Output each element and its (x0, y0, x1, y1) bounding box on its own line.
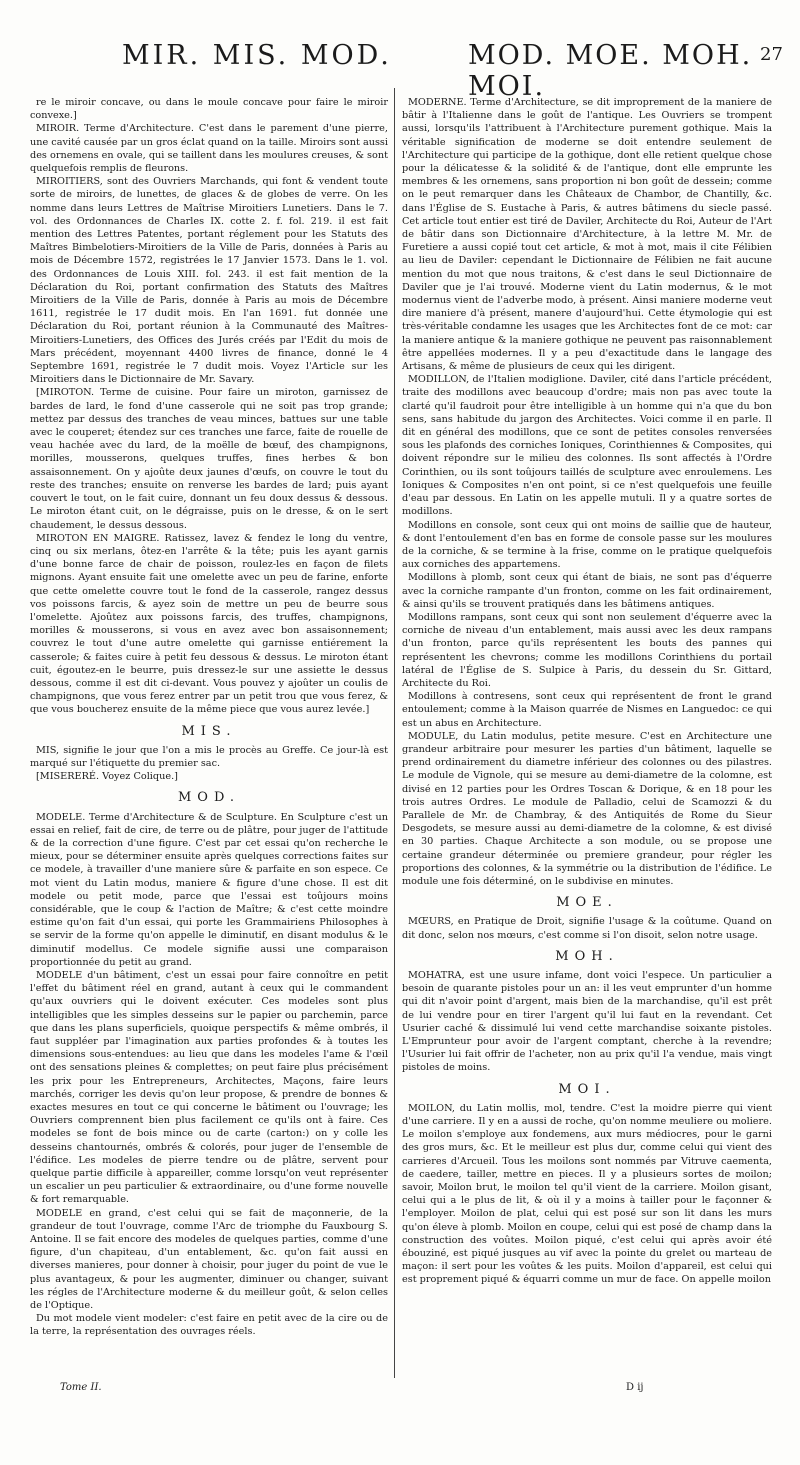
section-heading-mod: MOD. (177, 790, 241, 806)
entry-moderne: MODERNE. Terme d'Architecture, se dit improprement de la maniere de bâtir à l'Italienne dans le goût de l'antique. Les Ouvriers se trompent aussi, lorsqu'ils l'attribuent à l'Architecture purement gothique. Mais la véritable signification de moderne se doit entendre seulement de l'Architecture qui participe de la gothique, dont elle retient quelque chose pour la délicatesse & la solidité & de l'antique, dont elle emprunte les membres & les ornemens, sans proportion ni bon goût de dessein; comme on le peut remarquer dans les Châteaux de Chambor, de Chantilly, &c. dans l'Église de S. Eustache à Paris, & autres bâtimens du siecle passé. Cet article tout entier est tiré de Daviler, Architecte du Roi, Auteur de l'Art de bâtir dans son Dictionnaire d'Architecture, à la lettre M. Mr. de Furetiere a aussi copié tout cet article, & mot à mot, mais il cite Félibien au lieu de Daviler: cependant le Dictionnaire de Félibien ne fait aucune mention du mot que nous traitons, & c'est dans le seul Dictionnaire de Daviler que je l'ai trouvé. Moderne vient du Latin modernus, & le mot modernus vient de l'adverbe modo, à présent. Ainsi maniere moderne veut dire maniere d'à présent, manere d'aujourd'hui. Cette étymologie qui est très-véritable condamne les usages que les Architectes font de ce mot: car la maniere antique & la maniere gothique ne peuvent pas raisonnablement être appellées modernes. Il y a peu d'exactitude dans le langage des Artisans, & même de plusieurs de ceux qui les dirigent. (402, 97, 772, 373)
entry-modele-grand: MODELE en grand, c'est celui qui se fait de maçonnerie, de la grandeur de tout l'ouvrage, comme l'Arc de triomphe du Fauxbourg S. Antoine. Il se fait encore des modeles de quelques parties, comme d'une figure, d'un chapiteau, d'un entablement, &c. qu'on fait aussi en diverses manieres, pour donner à choisir, pour juger du point de vue le plus avantageux, & pour les augmenter, diminuer ou changer, suivant les régles de l'Architecture moderne & du meilleur goût, & selon celles de l'Optique. (30, 1207, 388, 1312)
right-column (402, 96, 772, 1287)
running-header (30, 36, 783, 102)
left-column (30, 96, 388, 1339)
section-heading-moh: MOH. (555, 948, 619, 964)
page-number: 27 (760, 44, 783, 65)
column-divider (394, 88, 395, 1378)
entry-mis: MIS, signifie le jour que l'on a mis le procès au Greffe. Ce jour-là est marqué sur l'étiquette du premier sac. (30, 744, 388, 769)
entry-modele: MODELE. Terme d'Architecture & de Sculpture. En Sculpture c'est un essai en relief, fait de cire, de terre ou de plâtre, pour juger de l'attitude & de la correction d'une figure. C'est par cet essai qu'on recherche le mieux, pour se déterminer ensuite après quelques corrections faites sur ce modele, à travailler d'une maniere sûre & parfaite en son espece. Ce mot vient du Latin modus, maniere & figure d'une chose. Il est dit modele ou petit mode, parce que l'essai est toûjours moins considérable, que le coup & l'action de Maître; & c'est cette moindre estime qu'on fait d'un essai, qui porte les Grammairiens Philosophes à se servir de la forme qu'on appelle le diminutif, en disant modulus & le diminutif modellus. Ce modele signifie aussi une comparaison proportionnée du petit au grand. (30, 811, 388, 968)
entry-modele-batiment: MODELE d'un bâtiment, c'est un essai pour faire connoître en petit l'effet du bâtiment réel en grand, autant à ceux qui le commandent qu'aux ouvriers qui le doivent exécuter. Ces modeles sont plus intelligibles que les simples desseins sur le papier ou parchemin, parce que dans les plans superficiels, quoique perspectifs & même ombrés, il faut suppléer par l'imagination aux parties profondes & à toutes les dimensions sous-entendues: au lieu que dans les modeles l'ame & l'œil ont des sensations pleines & complettes; on peut faire plus précisément les prix pour les Entrepreneurs, Architectes, Maçons, faire leurs marchés, corriger les devis qu'on leur propose, & prendre de bonnes & exactes mesures en tout ce qui concerne le bâtiment ou l'ouvrage; les Ouvriers comprennent bien plus facilement ce qu'ils ont à faire. Ces modeles se font de bois mince ou de carte (carton:) on y colle les desseins chantournés, ombrés & colorés, pour juger de l'ensemble de l'édifice. Les modeles de pierre tendre ou de plâtre, servent pour quelque partie difficile à appareiller, comme lorsqu'on veut représenter un escalier un peu particulier & extraordinaire, ou d'une forme nouvelle & fort remarquable. (30, 970, 388, 1206)
footer-volume: Tome II. (60, 1382, 102, 1393)
entry-modeler: Du mot modele vient modeler: c'est faire en petit avec de la cire ou de la terre, la représentation des ouvrages réels. (30, 1313, 388, 1338)
entry-moeurs: MŒURS, en Pratique de Droit, signifie l'usage & la coûtume. Quand on dit donc, selon nos mœurs, c'est comme si l'on disoit, selon notre usage. (402, 916, 772, 941)
footer-signature: D ij (626, 1382, 644, 1393)
entry-miroton: [MIROTON. Terme de cuisine. Pour faire un miroton, garnissez de bardes de lard, le fond d'une casserole qui ne soit pas trop grande; mettez par dessus des tranches de veau minces, battues sur une table avec le couperet; étendez sur ces tranches une farce, faite de rouelle de veau hachée avec du lard, de la moëlle de bœuf, des champignons, morilles, mousserons, quelques truffes, fines herbes & bon assaisonnement. On y ajoûte deux jaunes d'œufs, on couvre le tout du reste des tranches; ensuite on renverse les bardes de lard; puis ayant couvert le tout, on le fait cuire, donnant un feu doux dessus & dessous. Le miroton étant cuit, on le dégraisse, puis on le dresse, & on le sert chaudement, le dessus dessous. (30, 387, 388, 531)
section-heading-moi: MOI. (558, 1081, 616, 1097)
entry-modillons-contresens: Modillons à contresens, sont ceux qui représentent de front le grand entoulement; comme à la Maison quarrée de Nismes en Languedoc: ce qui est un abus en Architecture. (402, 691, 772, 729)
entry-miroir: MIROIR. Terme d'Architecture. C'est dans le parement d'une pierre, une cavité causée par un gros éclat quand on la taille. Miroirs sont aussi des ornemens en ovale, qui se taillent dans les moulures creuses, & sont quelquefois remplis de fleurons. (30, 123, 388, 175)
entry-text: re le miroir concave, ou dans le moule concave pour faire le miroir convexe.] (30, 97, 388, 122)
entry-module: MODULE, du Latin modulus, petite mesure. C'est en Architecture une grandeur arbitraire pour mesurer les parties d'un bâtiment, laquelle se prend ordinairement du diametre inférieur des colonnes ou des pilastres. Le module de Vignole, qui se mesure au demi-diametre de la colomne, est divisé en 12 parties pour les Ordres Toscan & Dorique, & en 18 pour les trois autres Ordres. Le module de Palladio, celui de Scamozzi & du Parallele de Mr. de Chambray, & des Antiquités de Rome du Sieur Desgodets, se mesure aussi au demi-diametre de la colomne, & est divisé en 30 parties. Chaque Architecte a son module, ou se propose une certaine grandeur déterminée ou premiere grandeur, pour régler les proportions des colonnes, & la symmétrie ou la distribution de l'édifice. Le module une fois déterminé, on le subdivise en minutes. (402, 730, 772, 887)
entry-miroitiers: MIROITIERS, sont des Ouvriers Marchands, qui font & vendent toute sorte de miroirs, de lunettes, de glaces & de globes de verre. On les nomme dans leurs Lettres de Maîtrise Miroitiers Lunetiers. Dans le 7. vol. des Ordonnances de Charles IX. cotte 2. f. fol. 219. il est fait mention des Lettres Patentes, portant réglement pour les Statuts des Maîtres Bimbelotiers-Miroitiers de la Ville de Paris, données à Paris au mois de Décembre 1572, registrées le 17 Janvier 1573. Dans le 1. vol. des Ordonnances de Louis XIII. fol. 243. il est fait mention de la Déclaration du Roi, portant confirmation des Statuts des Maîtres Miroitiers de la Ville de Paris, donnée à Paris au mois de Décembre 1611, registrée le 17 dudit mois. En l'an 1691. fut donnée une Déclaration du Roi, portant réunion à la Communauté des Maîtres-Miroitiers-Lunetiers, des Offices des Jurés créés par l'Edit du mois de Mars précédent, moyennant 4400 livres de finance, donné le 4 Septembre 1691, registrée le 7 dudit mois. Voyez l'Article sur les Miroitiers dans le Dictionnaire de Mr. Savary. (30, 176, 388, 386)
entry-modillons-console: Modillons en console, sont ceux qui ont moins de saillie que de hauteur, & dont l'entoulement d'en bas en forme de console passe sur les moulures de la corniche, & se termine à la frise, comme on le pratique quelquefois aux corniches des appartemens. (402, 519, 772, 571)
header-right: MOD. MOE. MOH. MOI. (468, 40, 753, 102)
header-left: MIR. MIS. MOD. (122, 40, 392, 71)
entry-modillons-rampans: Modillons rampans, sont ceux qui sont non seulement d'équerre avec la corniche de niveau d'un entablement, mais aussi avec les deux rampans d'un fronton, parce qu'ils représentent les bouts des pannes qui représentent les chevrons; comme les modillons Corinthiens du portail latéral de l'Église de S. Sulpice à Paris, du dessein du Sr. Gittard, Architecte du Roi. (402, 611, 772, 689)
section-heading-moe: MOE. (556, 895, 618, 911)
entry-modillons-plomb: Modillons à plomb, sont ceux qui étant de biais, ne sont pas d'équerre avec la corniche rampante d'un fronton, comme on les fait ordinairement, & ainsi qu'ils se trouvent pratiqués dans les bâtimens antiques. (402, 572, 772, 610)
entry-modillon: MODILLON, de l'Italien modiglione. Daviler, cité dans l'article précédent, traite des modillons avec beaucoup d'ordre; mais non pas avec toute la clarté qu'il faudroit pour être intelligible à un homme qui n'a que du bon sens, sans habitude du jargon des Architectes. Voici comme il en parle. Il dit en général des modillons, que ce sont de petites consoles renversées sous les plafonds des corniches Ioniques, Corinthiennes & Composites, qui doivent répondre sur le milieu des colonnes. Ils sont affectés à l'Ordre Corinthien, ou ils sont toûjours taillés de sculpture avec enroulemens. Les Ioniques & Composites n'en ont point, si ce n'est quelquefois une feuille d'eau par dessous. En Latin on les appelle mutuli. Il y a quatre sortes de modillons. (402, 374, 772, 518)
entry-miroton-maigre: MIROTON EN MAIGRE. Ratissez, lavez & fendez le long du ventre, cinq ou six merlans, ôtez-en l'arrête & la tête; puis les ayant garnis d'une bonne farce de chair de poisson, roulez-les en façon de filets mignons. Ayant ensuite fait une omelette avec un peu de farine, enforte que cette omelette couvre tout le fond de la casserole, rangez dessus vos poissons farcis, & ayez soin de mettre un peu de beurre sous l'omelette. Ajoûtez aux poissons farcis, des truffes, champignons, morilles & mousserons, si vous en avez avec bon assaisonnement; couvrez le tout d'une autre omelette qui garnisse entiérement la casserole; & faites cuire à petit feu dessous & dessus. Le miroton étant cuit, égoutez-en le beurre, puis dressez-le sur une assiette le dessus dessous, comme il est dit ci-devant. Vous pouvez y ajoûter un coulis de champignons, que vous ferez entrer par un petit trou que vous ferez, & que vous boucherez ensuite de la même piece que vous aurez levée.] (30, 532, 388, 716)
section-heading-mis: MIS. (181, 723, 237, 739)
entry-mohatra: MOHATRA, est une usure infame, dont voici l'espece. Un particulier a besoin de quarante pistoles pour un an: il les veut emprunter d'un homme qui dit n'avoir point d'argent, mais bien de la marchandise, qu'il est prêt de lui vendre pour en tirer l'argent qu'il lui faut en la revendant. Cet Usurier caché & dissimulé lui vend cette marchandise soixante pistoles. L'Emprunteur pour avoir de l'argent comptant, cherche à la revendre; l'Usurier lui fait offrir de l'acheter, non au prix qu'il l'a vendue, mais vingt pistoles de moins. (402, 970, 772, 1074)
entry-moilon: MOILON, du Latin mollis, mol, tendre. C'est la moidre pierre qui vient d'une carriere. Il y en a aussi de roche, qu'on nomme meuliere ou moliere. Le moilon s'employe aux fondemens, aux murs médiocres, pour le garni des gros murs, &c. Et le meilleur est plus dur, comme celui qui vient des carrieres d'Arcueil. Tous les moilons sont nommés par Vitruve caementa, de caedere, tailler, mettre en pieces. Il y a plusieurs sortes de moilon; savoir, Moilon brut, le moilon tel qu'il vient de la carriere. Moilon gisant, celui qui a le plus de lit, & où il y a moins à tailler pour le façonner & l'employer. Moilon de plat, celui qui est posé sur son lit dans les murs qu'on éleve à plomb. Moilon en coupe, celui qui est posé de champ dans la construction des voûtes. Moilon piqué, c'est celui qui après avoir été ébouziné, est piqué jusques au vif avec la pointe du grelet ou marteau de maçon: il sert pour les voûtes & les puits. Moilon d'appareil, est celui qui est proprement piqué & équarri comme un mur de face. On appelle moilon (402, 1102, 772, 1286)
entry-miserere: [MISERERÉ. Voyez Colique.] (36, 771, 178, 783)
